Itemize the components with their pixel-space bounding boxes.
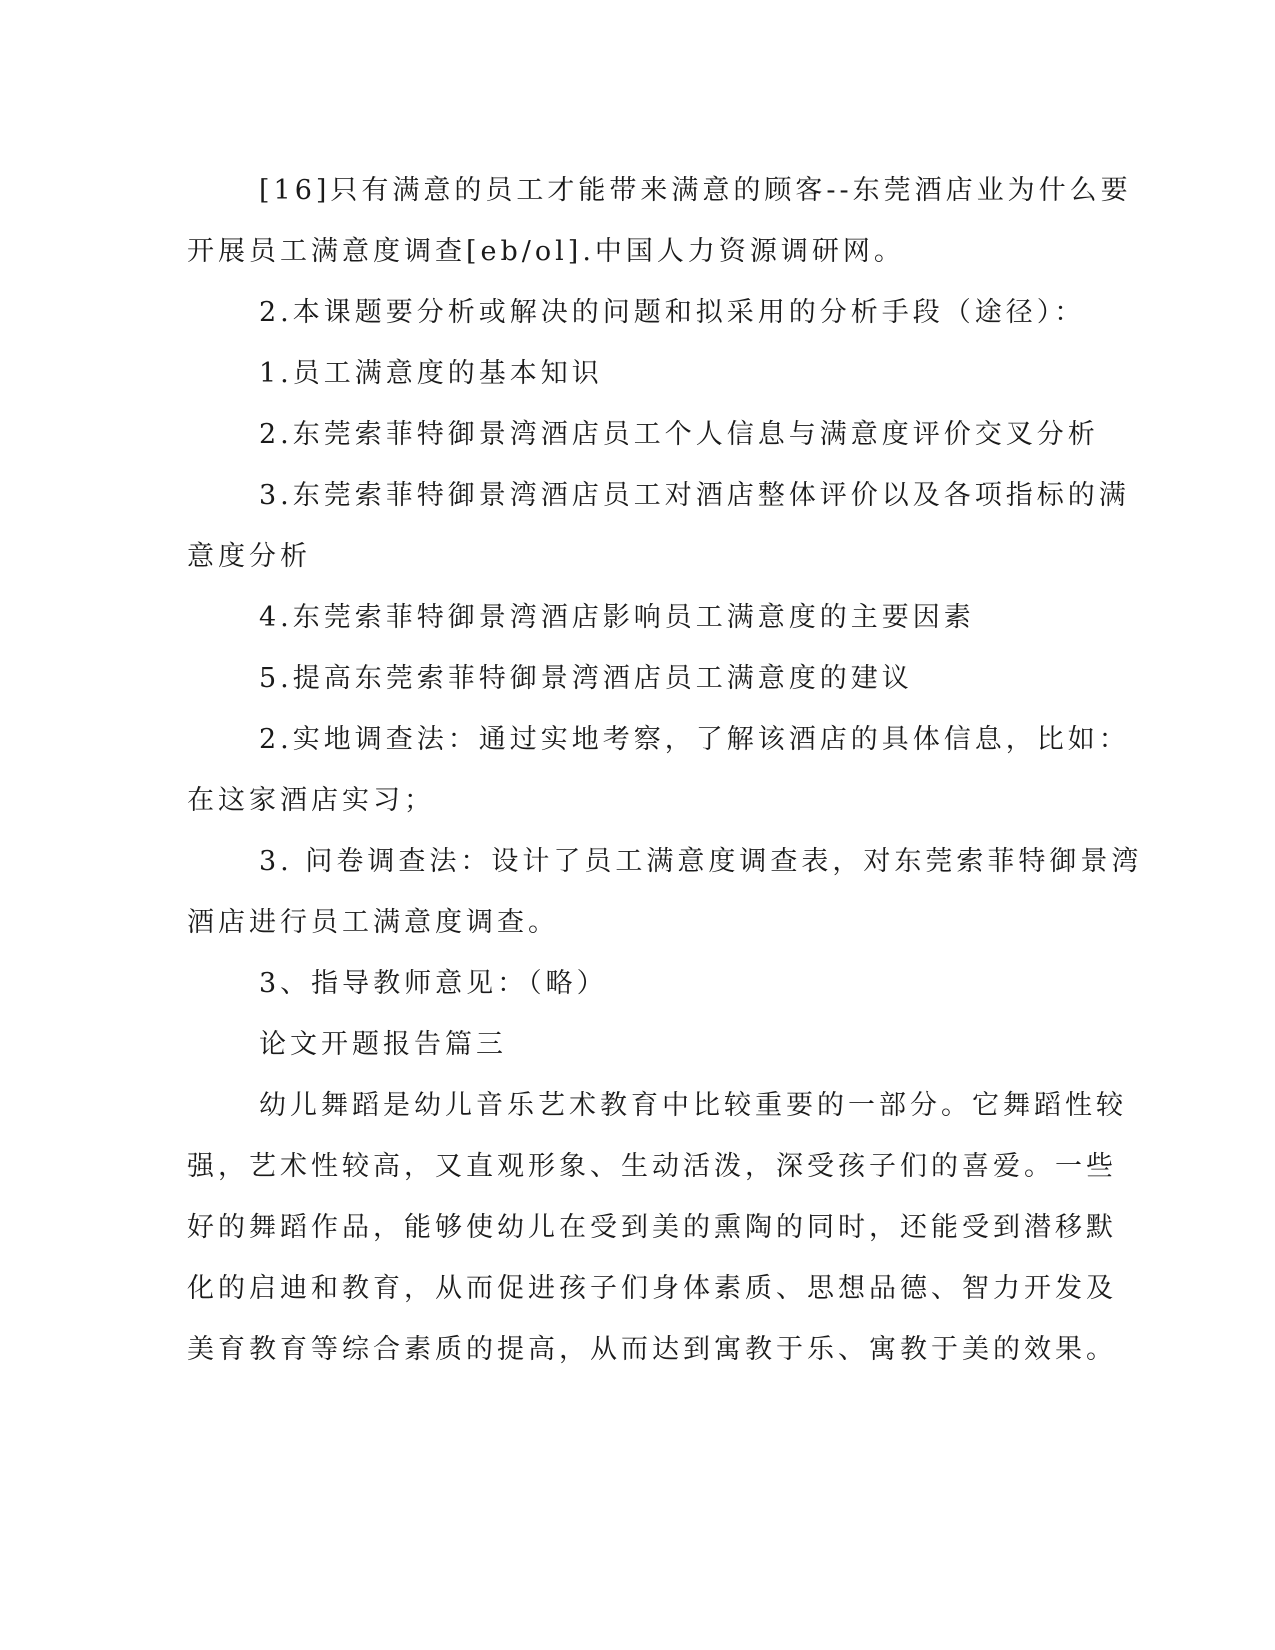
text-line: 5.提高东莞索菲特御景湾酒店员工满意度的建议 [259, 663, 913, 694]
text-line: 3. 问卷调查法：设计了员工满意度调查表，对东莞索菲特御景湾 [259, 846, 1143, 877]
text-line: 3.东莞索菲特御景湾酒店员工对酒店整体评价以及各项指标的满 [259, 480, 1130, 511]
body-paragraph [187, 1075, 1127, 1380]
text-line: 2.本课题要分析或解决的问题和拟采用的分析手段（途径）： [259, 297, 1086, 328]
method-paragraph [187, 709, 1130, 831]
text-line: 1.员工满意度的基本知识 [259, 358, 603, 389]
method-paragraph [187, 831, 1143, 953]
text-line: 化的启迪和教育，从而促进孩子们身体素质、思想品德、智力开发及 [187, 1273, 1117, 1304]
reference-16 [187, 160, 1132, 282]
section-heading [187, 282, 1087, 343]
text-line: [16]只有满意的员工才能带来满意的顾客--东莞酒店业为什么要 [259, 175, 1132, 206]
report-title [187, 1014, 1087, 1075]
list-item [187, 343, 1087, 404]
text-line: 4.东莞索菲特御景湾酒店影响员工满意度的主要因素 [259, 602, 975, 633]
text-line: 美育教育等综合素质的提高，从而达到寓教于乐、寓教于美的效果。 [187, 1334, 1117, 1365]
text-line: 酒店进行员工满意度调查。 [187, 907, 559, 938]
list-item [187, 404, 1099, 465]
section-heading [187, 953, 1087, 1014]
text-line: 强，艺术性较高，又直观形象、生动活泼，深受孩子们的喜爱。一些 [187, 1151, 1117, 1182]
list-item [187, 587, 1087, 648]
text-line: 幼儿舞蹈是幼儿音乐艺术教育中比较重要的一部分。它舞蹈性较 [259, 1090, 1127, 1121]
list-item [187, 648, 1087, 709]
text-line: 3、指导教师意见：（略） [259, 968, 608, 999]
text-line: 开展员工满意度调查[eb/ol].中国人力资源调研网。 [187, 236, 905, 267]
text-line: 2.实地调查法：通过实地考察，了解该酒店的具体信息，比如： [259, 724, 1130, 755]
text-line: 论文开题报告篇三 [259, 1029, 507, 1060]
document-body [187, 160, 1143, 1380]
text-line: 2.东莞索菲特御景湾酒店员工个人信息与满意度评价交叉分析 [259, 419, 1099, 450]
text-line: 好的舞蹈作品，能够使幼儿在受到美的熏陶的同时，还能受到潜移默 [187, 1212, 1117, 1243]
list-item [187, 465, 1130, 587]
text-line: 在这家酒店实习； [187, 785, 435, 816]
text-line: 意度分析 [187, 541, 311, 572]
